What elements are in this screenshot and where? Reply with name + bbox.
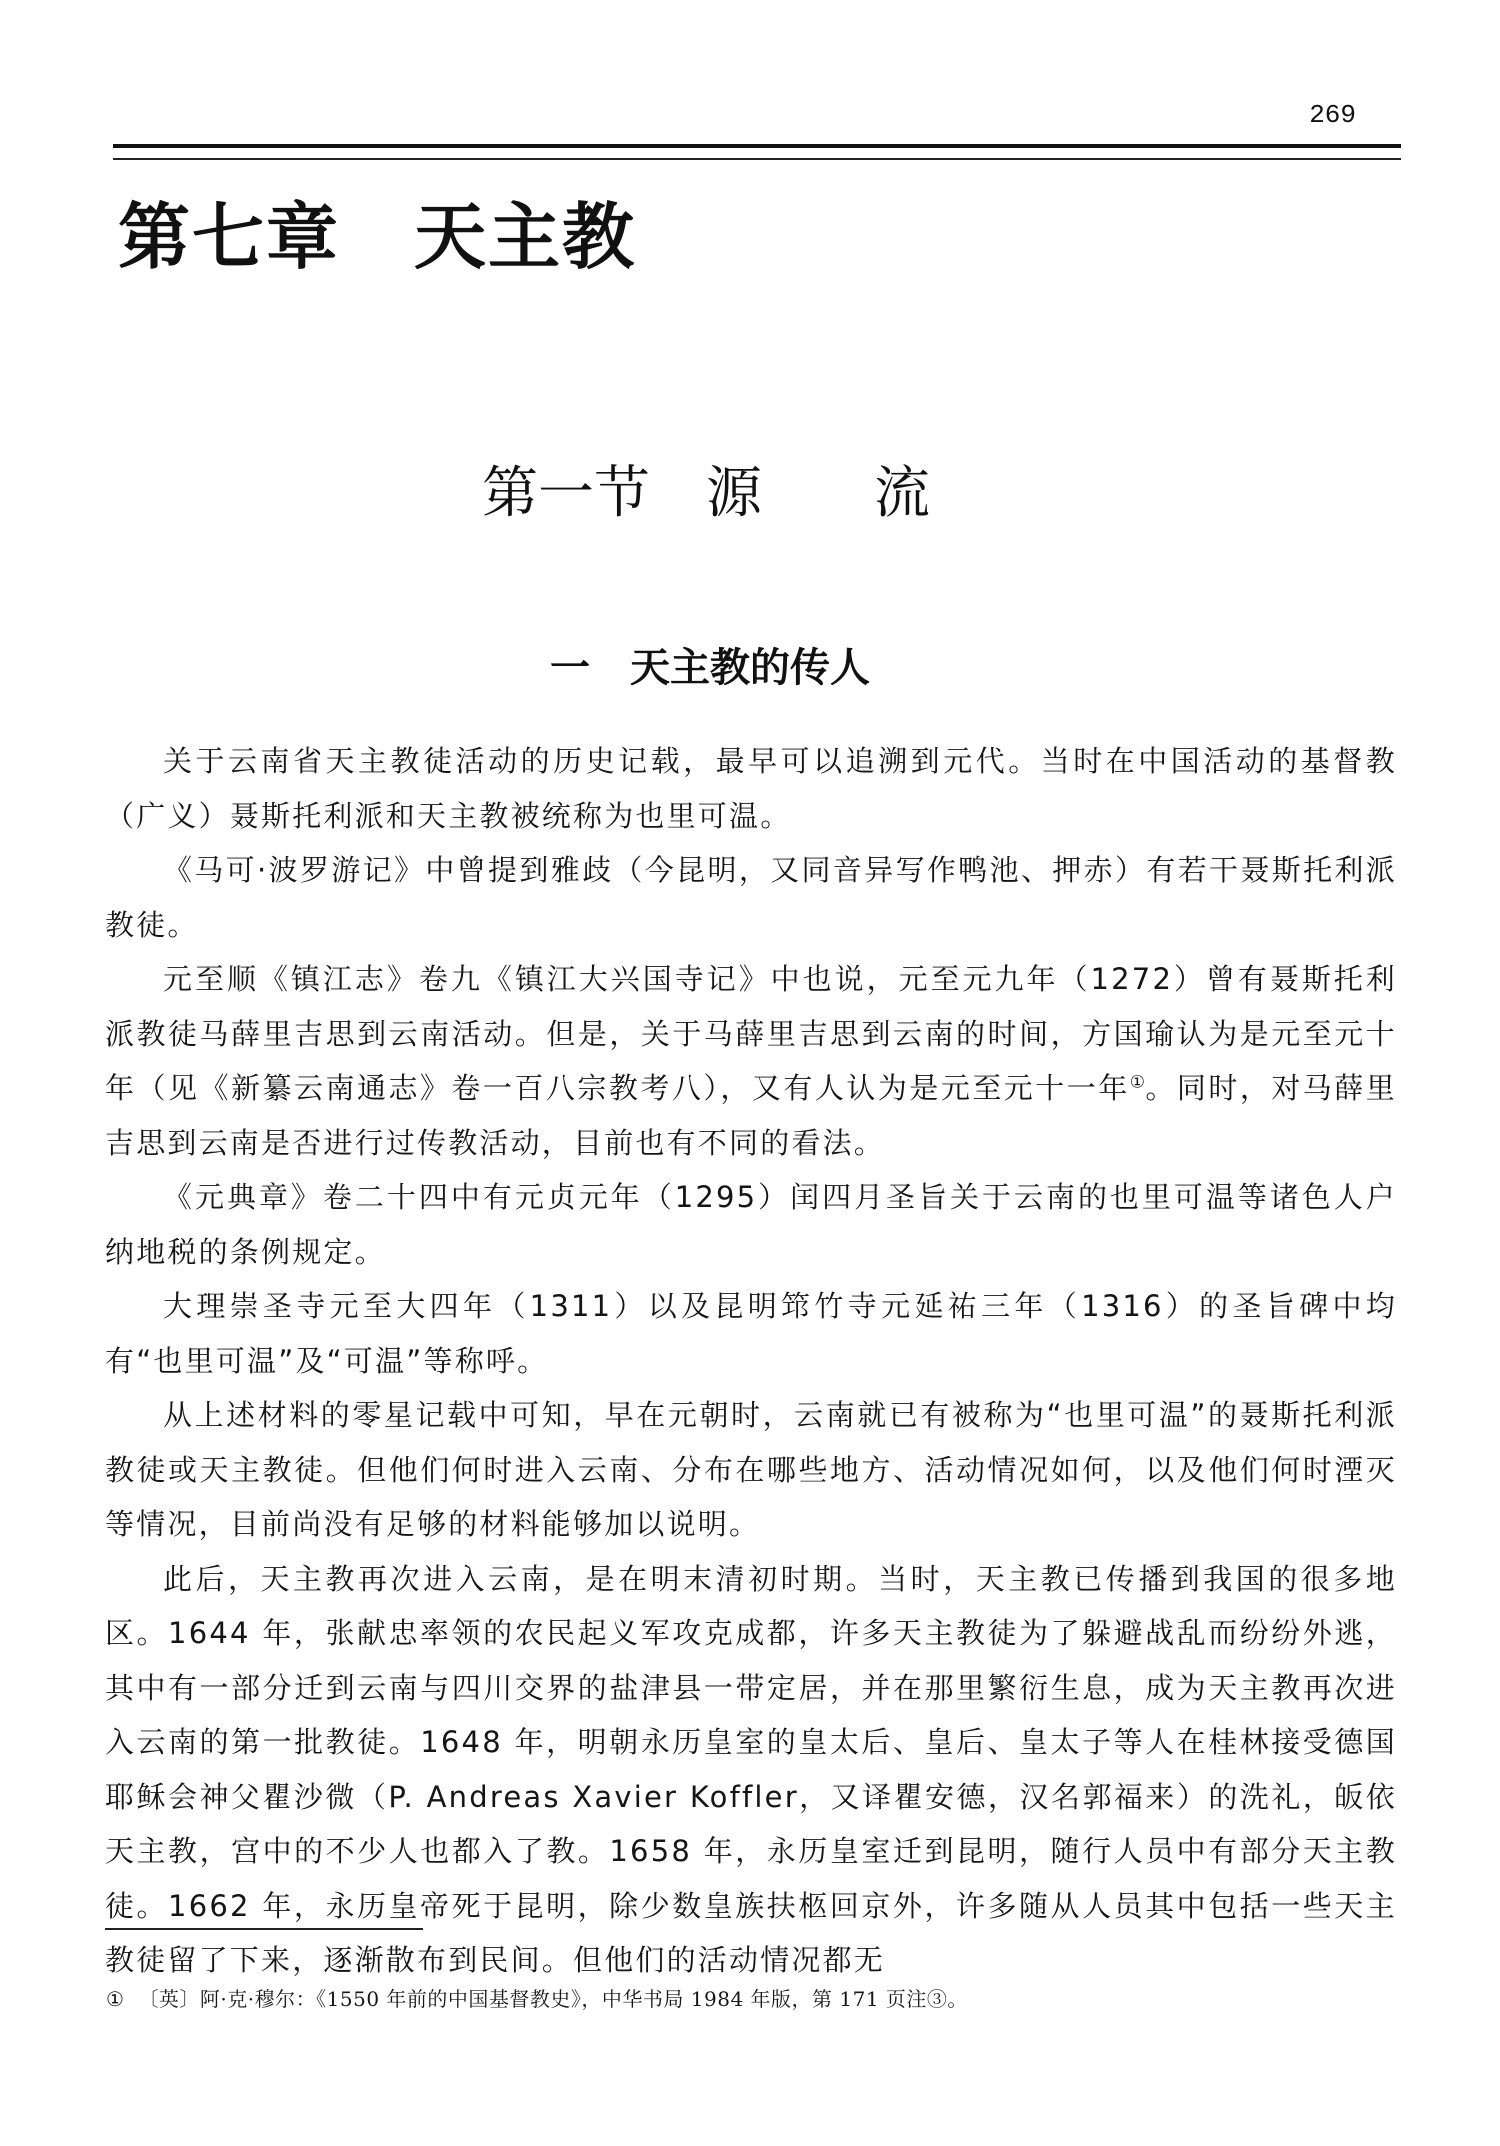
- paragraph-text: 。同时，对马薛里吉思到云南是否进行过传教活动，目前也有不同的看法。: [105, 1071, 1397, 1160]
- paragraph: 从上述材料的零星记载中可知，早在元朝时，云南就已有被称为“也里可温”的聂斯托利派教徒或天主教徒。但他们何时进入云南、分布在哪些地方、活动情况如何，以及他们何时湮灭等情况，目前尚没有足够的材料能够加以说明。: [105, 1398, 1397, 1541]
- paragraph: [105, 952, 1397, 1170]
- paragraph: 大理崇圣寺元至大四年（1311）以及昆明筇竹寺元延祐三年（1316）的圣旨碑中均有“也里可温”及“可温”等称呼。: [105, 1289, 1397, 1378]
- subsection-title: 一 天主教的传人: [550, 645, 870, 691]
- paragraph: 关于云南省天主教徒活动的历史记载，最早可以追溯到元代。当时在中国活动的基督教（广义）聂斯托利派和天主教被统称为也里可温。: [105, 744, 1397, 833]
- footnote: [106, 1984, 1396, 2014]
- footnote-text: 〔英〕阿·克·穆尔：《1550 年前的中国基督教史》，中华书局 1984 年版，第 171 页注③。: [138, 1987, 968, 2011]
- paragraph: 《马可·波罗游记》中曾提到雅歧（今昆明，又同音异写作鸭池、押赤）有若干聂斯托利派教徒。: [105, 853, 1397, 942]
- body-text: [105, 734, 1397, 1988]
- footnote-rule: [105, 1928, 423, 1930]
- page-number: 269: [1309, 100, 1356, 130]
- paragraph: 此后，天主教再次进入云南，是在明末清初时期。当时，天主教已传播到我国的很多地区。1644 年，张献忠率领的农民起义军攻克成都，许多天主教徒为了躲避战乱而纷纷外逃，其中有一部分迁到云南与四川交界的盐津县一带定居，并在那里繁衍生息，成为天主教再次进入云南的第一批教徒。1648 年，明朝永历皇室的皇太后、皇后、皇太子等人在桂林接受德国耶稣会神父瞿沙微（P. Andreas Xavier Koffler，又译瞿安德，汉名郭福来）的洗礼，皈依天主教，宫中的不少人也都入了教。1658 年，永历皇室迁到昆明，随行人员中有部分天主教徒。1662 年，永历皇帝死于昆明，除少数皇族扶柩回京外，许多随从人员其中包括一些天主教徒留了下来，逐渐散布到民间。但他们的活动情况都无: [105, 1561, 1397, 1977]
- chapter-title: 第七章 天主教: [118, 195, 637, 279]
- paragraph-text: 元至顺《镇江志》卷九《镇江大兴国寺记》中也说，元至元九年（1272）曾有聂斯托利派教徒马薛里吉思到云南活动。但是，关于马薛里吉思到云南的时间，方国瑜认为是元至元十年（见《新纂云南通志》卷一百八宗教考八），又有人认为是元至元十一年: [105, 962, 1397, 1105]
- footnote-mark: ①: [106, 1987, 125, 2011]
- header-rule-thin: [113, 158, 1401, 160]
- header-rule-thick: [113, 144, 1401, 148]
- section-title: 第一节 源 流: [482, 461, 930, 526]
- footnote-reference[interactable]: ①: [1129, 1072, 1146, 1093]
- paragraph: 《元典章》卷二十四中有元贞元年（1295）闰四月圣旨关于云南的也里可温等诸色人户纳地税的条例规定。: [105, 1180, 1397, 1269]
